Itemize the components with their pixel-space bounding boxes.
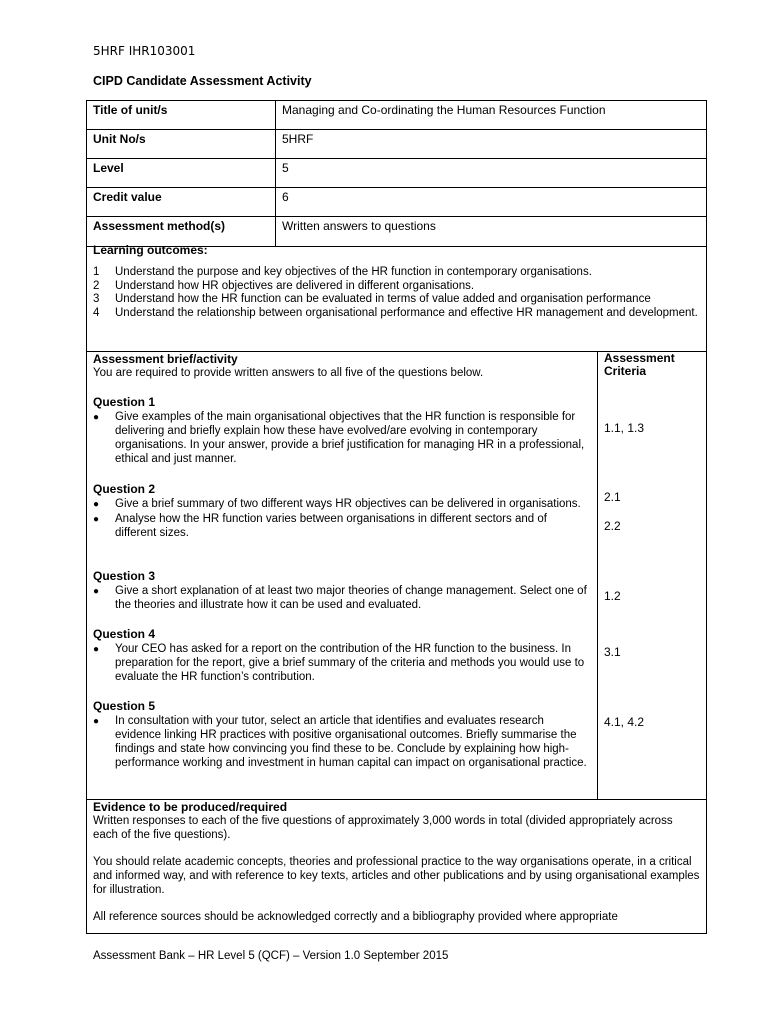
question-5-list: [93, 714, 591, 770]
row-value: 5HRF: [282, 132, 314, 146]
assessment-brief-section: [86, 351, 707, 800]
list-item: [93, 497, 591, 512]
document-code: 5HRF IHR103001: [93, 44, 196, 58]
document-title: CIPD Candidate Assessment Activity: [93, 74, 312, 88]
evidence-paragraph: All reference sources should be acknowledged correctly and a bibliography provided where appropriate: [93, 911, 618, 923]
page-footer: Assessment Bank – HR Level 5 (QCF) – Version 1.0 September 2015: [93, 950, 449, 962]
item-number: 2: [93, 279, 100, 292]
assessment-brief-heading: Assessment brief/activity: [93, 352, 238, 366]
item-number: 3: [93, 293, 100, 305]
row-label: Level: [87, 159, 276, 187]
item-text: Understand how the HR function can be evaluated in terms of value added and organisation performance: [115, 293, 651, 305]
bullet-icon: ●: [93, 412, 100, 423]
learning-outcomes-heading: Learning outcomes:: [93, 243, 208, 257]
row-label: Credit value: [87, 188, 276, 216]
learning-outcomes-list: [93, 266, 700, 320]
row-value: Managing and Co-ordinating the Human Resources Function: [282, 103, 606, 117]
row-label: Assessment method(s): [87, 217, 276, 246]
question-2-title: Question 2: [93, 482, 156, 496]
row-value: Written answers to questions: [282, 219, 436, 233]
evidence-paragraph: Written responses to each of the five questions of approximately 3,000 words in total (divided appropriately across each of the five questions).: [93, 815, 673, 841]
learning-outcomes-section: [86, 241, 707, 352]
item-text: Your CEO has asked for a report on the contribution of the HR function to the business. In preparation for the report, give a brief summary of the criteria and methods you would use to evaluate the HR function’s contribution.: [115, 643, 585, 683]
criteria-value: 1.2: [604, 589, 621, 603]
table-row: [87, 188, 706, 217]
question-1-title: Question 1: [93, 395, 156, 409]
question-5-title: Question 5: [93, 699, 156, 713]
evidence-heading: Evidence to be produced/required: [93, 800, 288, 814]
list-item: [93, 410, 591, 466]
assessment-brief-column: [87, 352, 598, 799]
row-value: 5: [282, 161, 289, 175]
criteria-value: 2.1: [604, 490, 621, 504]
bullet-icon: ●: [93, 499, 100, 510]
item-number: 1: [93, 266, 100, 278]
question-3-list: [93, 584, 591, 612]
item-text: In consultation with your tutor, select an article that identifies and evaluates research evidence linking HR practices with positive organisational outcomes. Briefly summarise the findings and state how convincing you find these to be. Conclude by explaining how high-performance working and investment in human capital can impact on organisational practice.: [115, 715, 587, 769]
question-3-title: Question 3: [93, 569, 156, 583]
assessment-criteria-heading: Assessment Criteria: [604, 351, 675, 378]
item-text: Understand the purpose and key objectives of the HR function in contemporary organisations.: [115, 266, 592, 278]
bullet-icon: ●: [93, 644, 100, 655]
list-item: [93, 584, 591, 612]
table-row: [87, 159, 706, 188]
list-item: [93, 266, 700, 280]
unit-info-table: [86, 100, 707, 247]
criteria-value: 2.2: [604, 519, 621, 533]
question-2-list: [93, 497, 591, 540]
list-item: [93, 642, 591, 684]
list-item: [93, 293, 700, 307]
question-4-title: Question 4: [93, 627, 156, 641]
table-row: [87, 130, 706, 159]
item-text: Give examples of the main organisational objectives that the HR function is responsible for delivering and briefly explain how these have evolved/are evolving in contemporary organisations. In your answer, provide a brief justification for managing HR in a professional, ethical and just manner.: [115, 411, 585, 465]
criteria-value: 1.1, 1.3: [604, 421, 645, 435]
criteria-value: 3.1: [604, 645, 621, 659]
row-label: Unit No/s: [87, 130, 276, 158]
table-row: [87, 101, 706, 130]
item-text: Give a brief summary of two different ways HR objectives can be delivered in organisations.: [115, 498, 581, 510]
list-item: [93, 280, 700, 294]
item-text: Understand the relationship between organisational performance and effective HR management and development.: [115, 306, 698, 319]
question-1-list: [93, 410, 591, 466]
list-item: [93, 714, 591, 770]
item-text: Understand how HR objectives are delivered in different organisations.: [115, 279, 475, 292]
item-text: Give a short explanation of at least two major theories of change management. Select one of the theories and illustrate how it can be used and evaluated.: [115, 585, 587, 611]
bullet-icon: ●: [93, 586, 100, 597]
assessment-brief-intro: You are required to provide written answers to all five of the questions below.: [93, 367, 484, 379]
evidence-paragraph: You should relate academic concepts, theories and professional practice to the way organisations operate, in a critical and informed way, and with reference to key texts, articles and other publications and by using organisational examples for illustration.: [93, 856, 700, 896]
row-label: Title of unit/s: [87, 101, 276, 129]
item-number: 4: [93, 306, 100, 319]
assessment-criteria-column: [598, 352, 706, 799]
list-item: [93, 307, 700, 321]
question-4-list: [93, 642, 591, 684]
criteria-value: 4.1, 4.2: [604, 715, 645, 729]
item-text: Analyse how the HR function varies between organisations in different sectors and of different sizes.: [115, 513, 547, 539]
bullet-icon: ●: [93, 514, 100, 525]
list-item: [93, 512, 591, 540]
evidence-section: [86, 799, 707, 934]
row-value: 6: [282, 190, 289, 204]
bullet-icon: ●: [93, 716, 100, 727]
